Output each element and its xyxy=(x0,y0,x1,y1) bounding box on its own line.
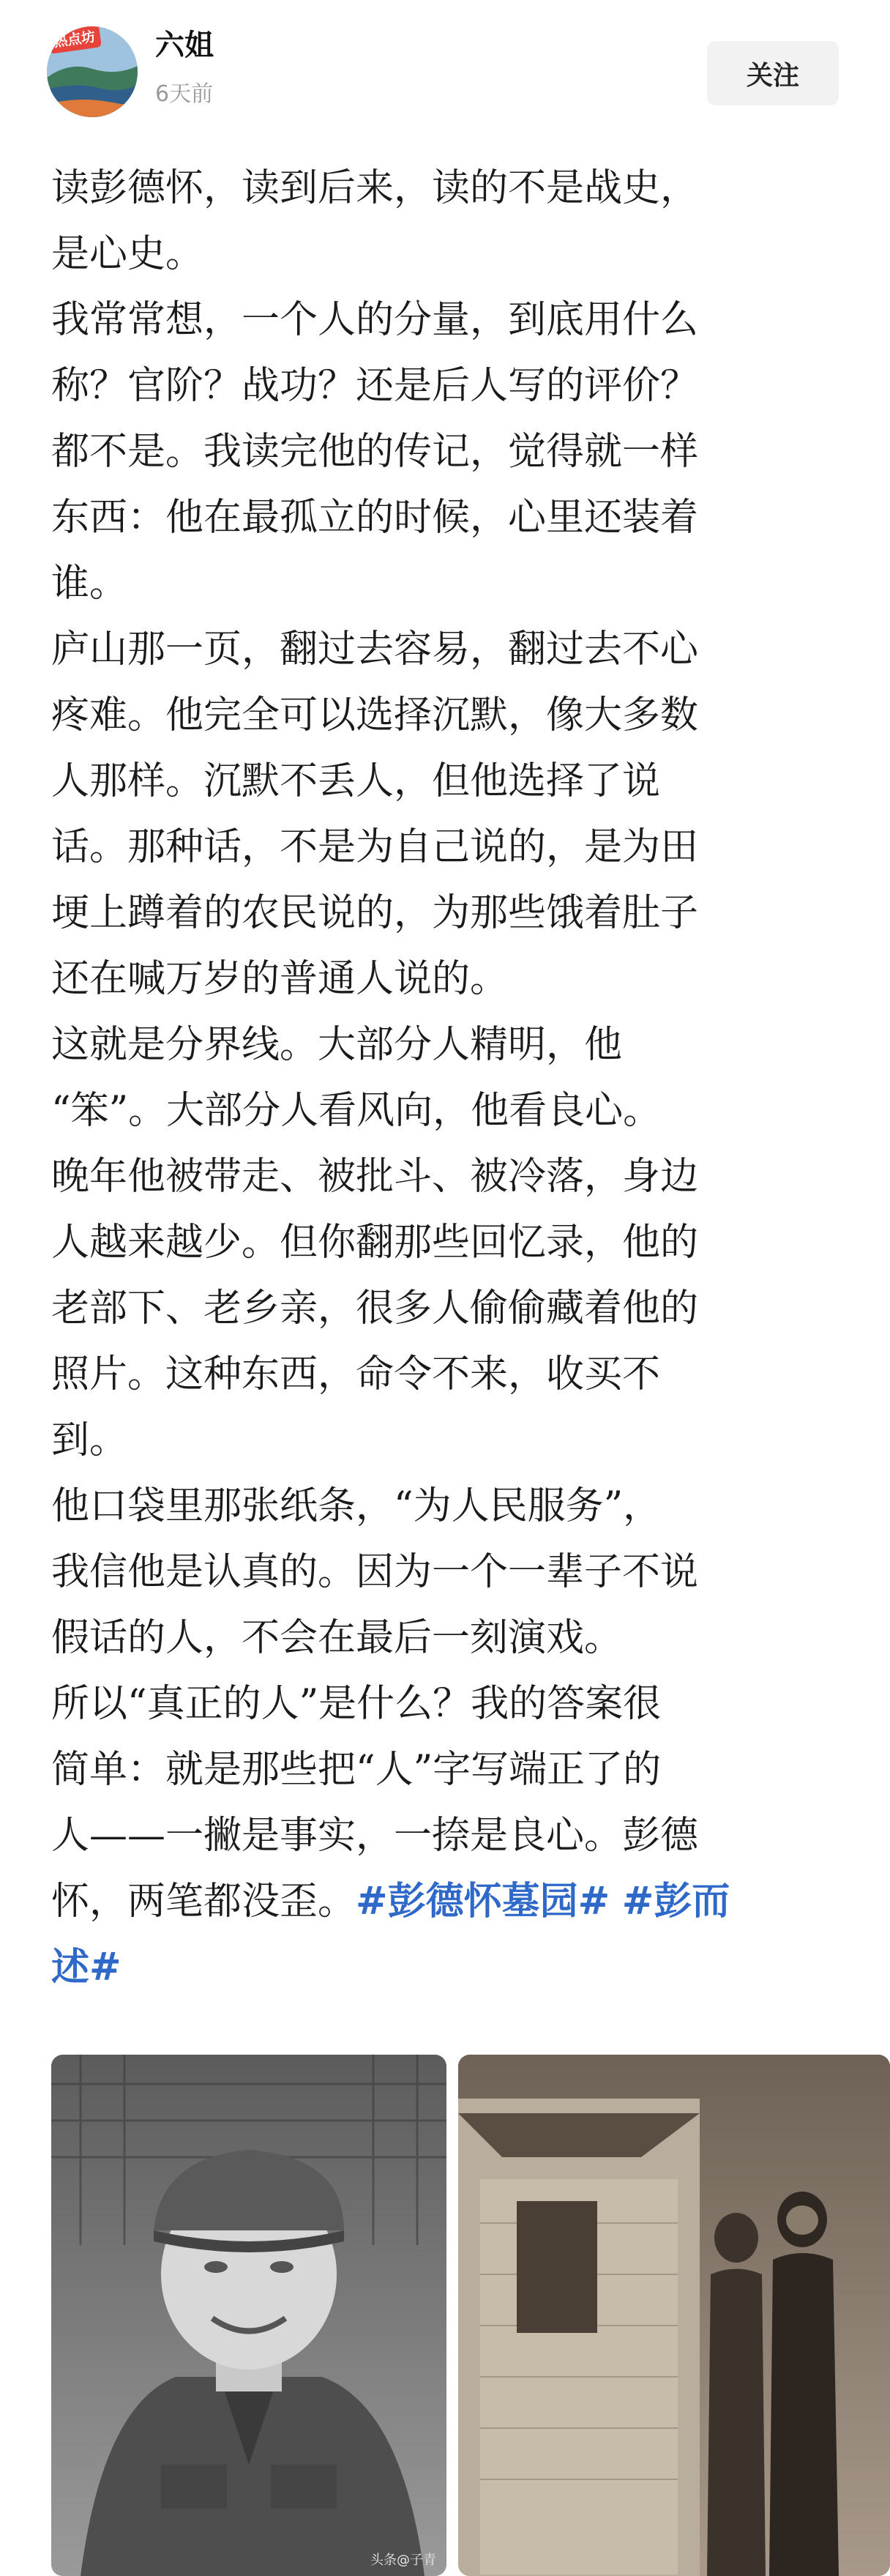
post-body xyxy=(51,155,842,2000)
body-line: 东西：他在最孤立的时候，心里还装着 xyxy=(51,496,699,540)
body-line: 都不是。我读完他的传记，觉得就一样 xyxy=(51,430,699,474)
body-line: 称？官阶？战功？还是后人写的评价？ xyxy=(51,364,699,408)
body-line: 庐山那一页，翻过去容易，翻过去不心 xyxy=(51,628,699,671)
body-line: “笨”。大部分人看风向，他看良心。 xyxy=(51,1089,662,1133)
body-line: 简单：就是那些把“人”字写端正了的 xyxy=(51,1748,662,1792)
author-avatar[interactable] xyxy=(47,26,138,117)
body-line: 话。那种话，不是为自己说的，是为田 xyxy=(51,825,699,869)
body-line: 人那样。沉默不丢人，但他选择了说 xyxy=(51,759,661,803)
body-line: 我常常想，一个人的分量，到底用什么 xyxy=(51,298,699,342)
body-line: 他口袋里那张纸条，“为人民服务”， xyxy=(51,1484,662,1528)
body-line: 人越来越少。但你翻那些回忆录，他的 xyxy=(51,1221,699,1265)
hashtag-link-1[interactable]: #彭德怀墓园# xyxy=(356,1879,610,1924)
portrait-photo-graphic xyxy=(51,2055,446,2576)
body-line: 所以“真正的人”是什么？我的答案很 xyxy=(51,1682,662,1726)
post-header xyxy=(0,0,890,139)
body-line: 人——一撇是事实，一捺是良心。彭德 xyxy=(51,1814,699,1858)
author-name[interactable]: 六姐 xyxy=(155,29,214,62)
post-image-portrait[interactable] xyxy=(51,2055,446,2576)
body-line: 假话的人，不会在最后一刻演戏。 xyxy=(51,1616,623,1660)
body-line: 埂上蹲着的农民说的，为那些饿着肚子 xyxy=(51,891,699,935)
follow-button[interactable]: 关注 xyxy=(707,41,839,105)
body-line: 谁。 xyxy=(51,562,128,606)
body-line: 晚年他被带走、被批斗、被冷落，身边 xyxy=(51,1155,699,1199)
body-line: 到。 xyxy=(51,1418,128,1462)
group-photo-graphic xyxy=(458,2055,890,2576)
body-line: 这就是分界线。大部分人精明，他 xyxy=(51,1023,623,1067)
post-image-group[interactable] xyxy=(458,2055,890,2576)
hashtag-link-2[interactable]: #彭而 xyxy=(621,1879,730,1924)
body-line: 疼难。他完全可以选择沉默，像大多数 xyxy=(51,693,699,737)
body-text: 怀，两笔都没歪。 xyxy=(51,1880,356,1924)
body-line: 读彭德怀，读到后来，读的不是战史， xyxy=(51,166,699,210)
hashtag-link-2-continued[interactable]: 述# xyxy=(51,1945,121,1989)
post-images xyxy=(51,2055,890,2576)
avatar-badge: 热点坊 xyxy=(47,26,102,54)
body-line: 我信他是认真的。因为一个一辈子不说 xyxy=(51,1550,699,1594)
image-watermark: 头条@子青 xyxy=(370,2553,436,2568)
body-line: 老部下、老乡亲，很多人偷偷藏着他的 xyxy=(51,1287,699,1330)
body-line-hashtag-wrap xyxy=(51,1935,842,2000)
body-line: 还在喊万岁的普通人说的。 xyxy=(51,957,509,1001)
body-line: 照片。这种东西，命令不来，收买不 xyxy=(51,1352,661,1396)
post-time: 6天前 xyxy=(155,81,214,107)
body-line-with-hashtag xyxy=(51,1869,842,1935)
body-line: 是心史。 xyxy=(51,232,204,276)
